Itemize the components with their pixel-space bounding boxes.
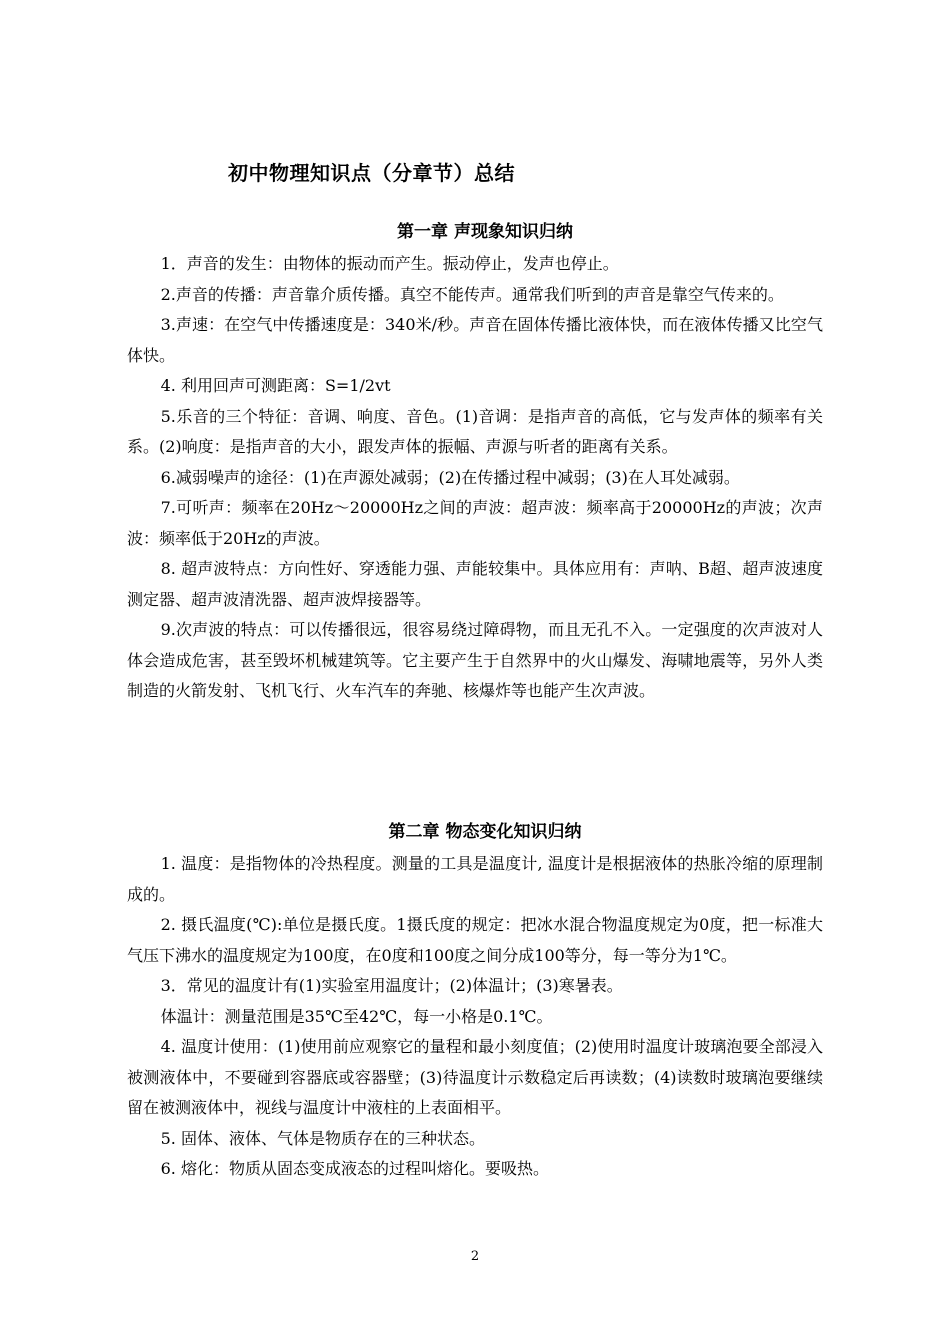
paragraph: 4. 利用回声可测距离：S=1/2vt <box>160 376 391 395</box>
paragraph: 1．声音的发生：由物体的振动而产生。振动停止，发声也停止。 <box>160 254 619 273</box>
paragraph: 3.声速：在空气中传播速度是：340米/秒。声音在固体传播比液体快，而在液体传播又比空气体快。 <box>127 315 823 365</box>
paragraph: 2. 摄氏温度(℃):单位是摄氏度。1摄氏度的规定：把冰水混合物温度规定为0度，把一标准大气压下沸水的温度规定为100度，在0度和100度之间分成100等分，每一等分为1℃。 <box>127 915 823 965</box>
paragraph: 3．常见的温度计有(1)实验室用温度计；(2)体温计；(3)寒暑表。 <box>160 976 623 995</box>
paragraph: 5. 固体、液体、气体是物质存在的三种状态。 <box>160 1128 485 1148</box>
chapter-1 <box>127 217 823 707</box>
paragraph: 5.乐音的三个特征：音调、响度、音色。(1)音调：是指声音的高低，它与发声体的频率有关系。(2)响度：是指声音的大小，跟发声体的振幅、声源与听者的距离有关系。 <box>127 406 823 456</box>
chapter-heading: 第二章 物态变化知识归纳 <box>388 822 582 842</box>
paragraph: 8. 超声波特点：方向性好、穿透能力强、声能较集中。具体应用有：声呐、B超、超声波速度测定器、超声波清洗器、超声波焊接器等。 <box>127 559 823 609</box>
paragraph: 2.声音的传播：声音靠介质传播。真空不能传声。通常我们听到的声音是靠空气传来的。 <box>160 284 784 304</box>
paragraph: 9.次声波的特点：可以传播很远，很容易绕过障碍物，而且无孔不入。一定强度的次声波对人体会造成危害，甚至毁坏机械建筑等。它主要产生于自然界中的火山爆发、海啸地震等，另外人类制造的火箭发射、飞机飞行、火车汽车的奔驰、核爆炸等也能产生次声波。 <box>127 620 823 700</box>
paragraph: 6. 熔化：物质从固态变成液态的过程叫熔化。要吸热。 <box>160 1159 549 1178</box>
chapter-2 <box>127 817 823 1185</box>
document-title: 初中物理知识点（分章节）总结 <box>228 161 515 185</box>
paragraph: 体温计：测量范围是35℃至42℃，每一小格是0.1℃。 <box>160 1006 553 1026</box>
paragraph: 7.可听声：频率在20Hz～20000Hz之间的声波：超声波：频率高于20000Hz的声波；次声波：频率低于20Hz的声波。 <box>127 498 823 548</box>
paragraph: 1. 温度：是指物体的冷热程度。测量的工具是温度计, 温度计是根据液体的热胀冷缩的原理制成的。 <box>127 854 823 904</box>
page-number: 2 <box>470 1249 480 1264</box>
paragraph: 4. 温度计使用：(1)使用前应观察它的量程和最小刻度值；(2)使用时温度计玻璃泡要全部浸入被测液体中，不要碰到容器底或容器壁；(3)待温度计示数稳定后再读数；(4)读数时玻璃泡要继续留在被测液体中，视线与温度计中液柱的上表面相平。 <box>127 1037 823 1117</box>
paragraph: 6.减弱噪声的途径：(1)在声源处减弱；(2)在传播过程中减弱；(3)在人耳处减弱。 <box>160 467 740 487</box>
chapter-heading: 第一章 声现象知识归纳 <box>397 222 573 242</box>
